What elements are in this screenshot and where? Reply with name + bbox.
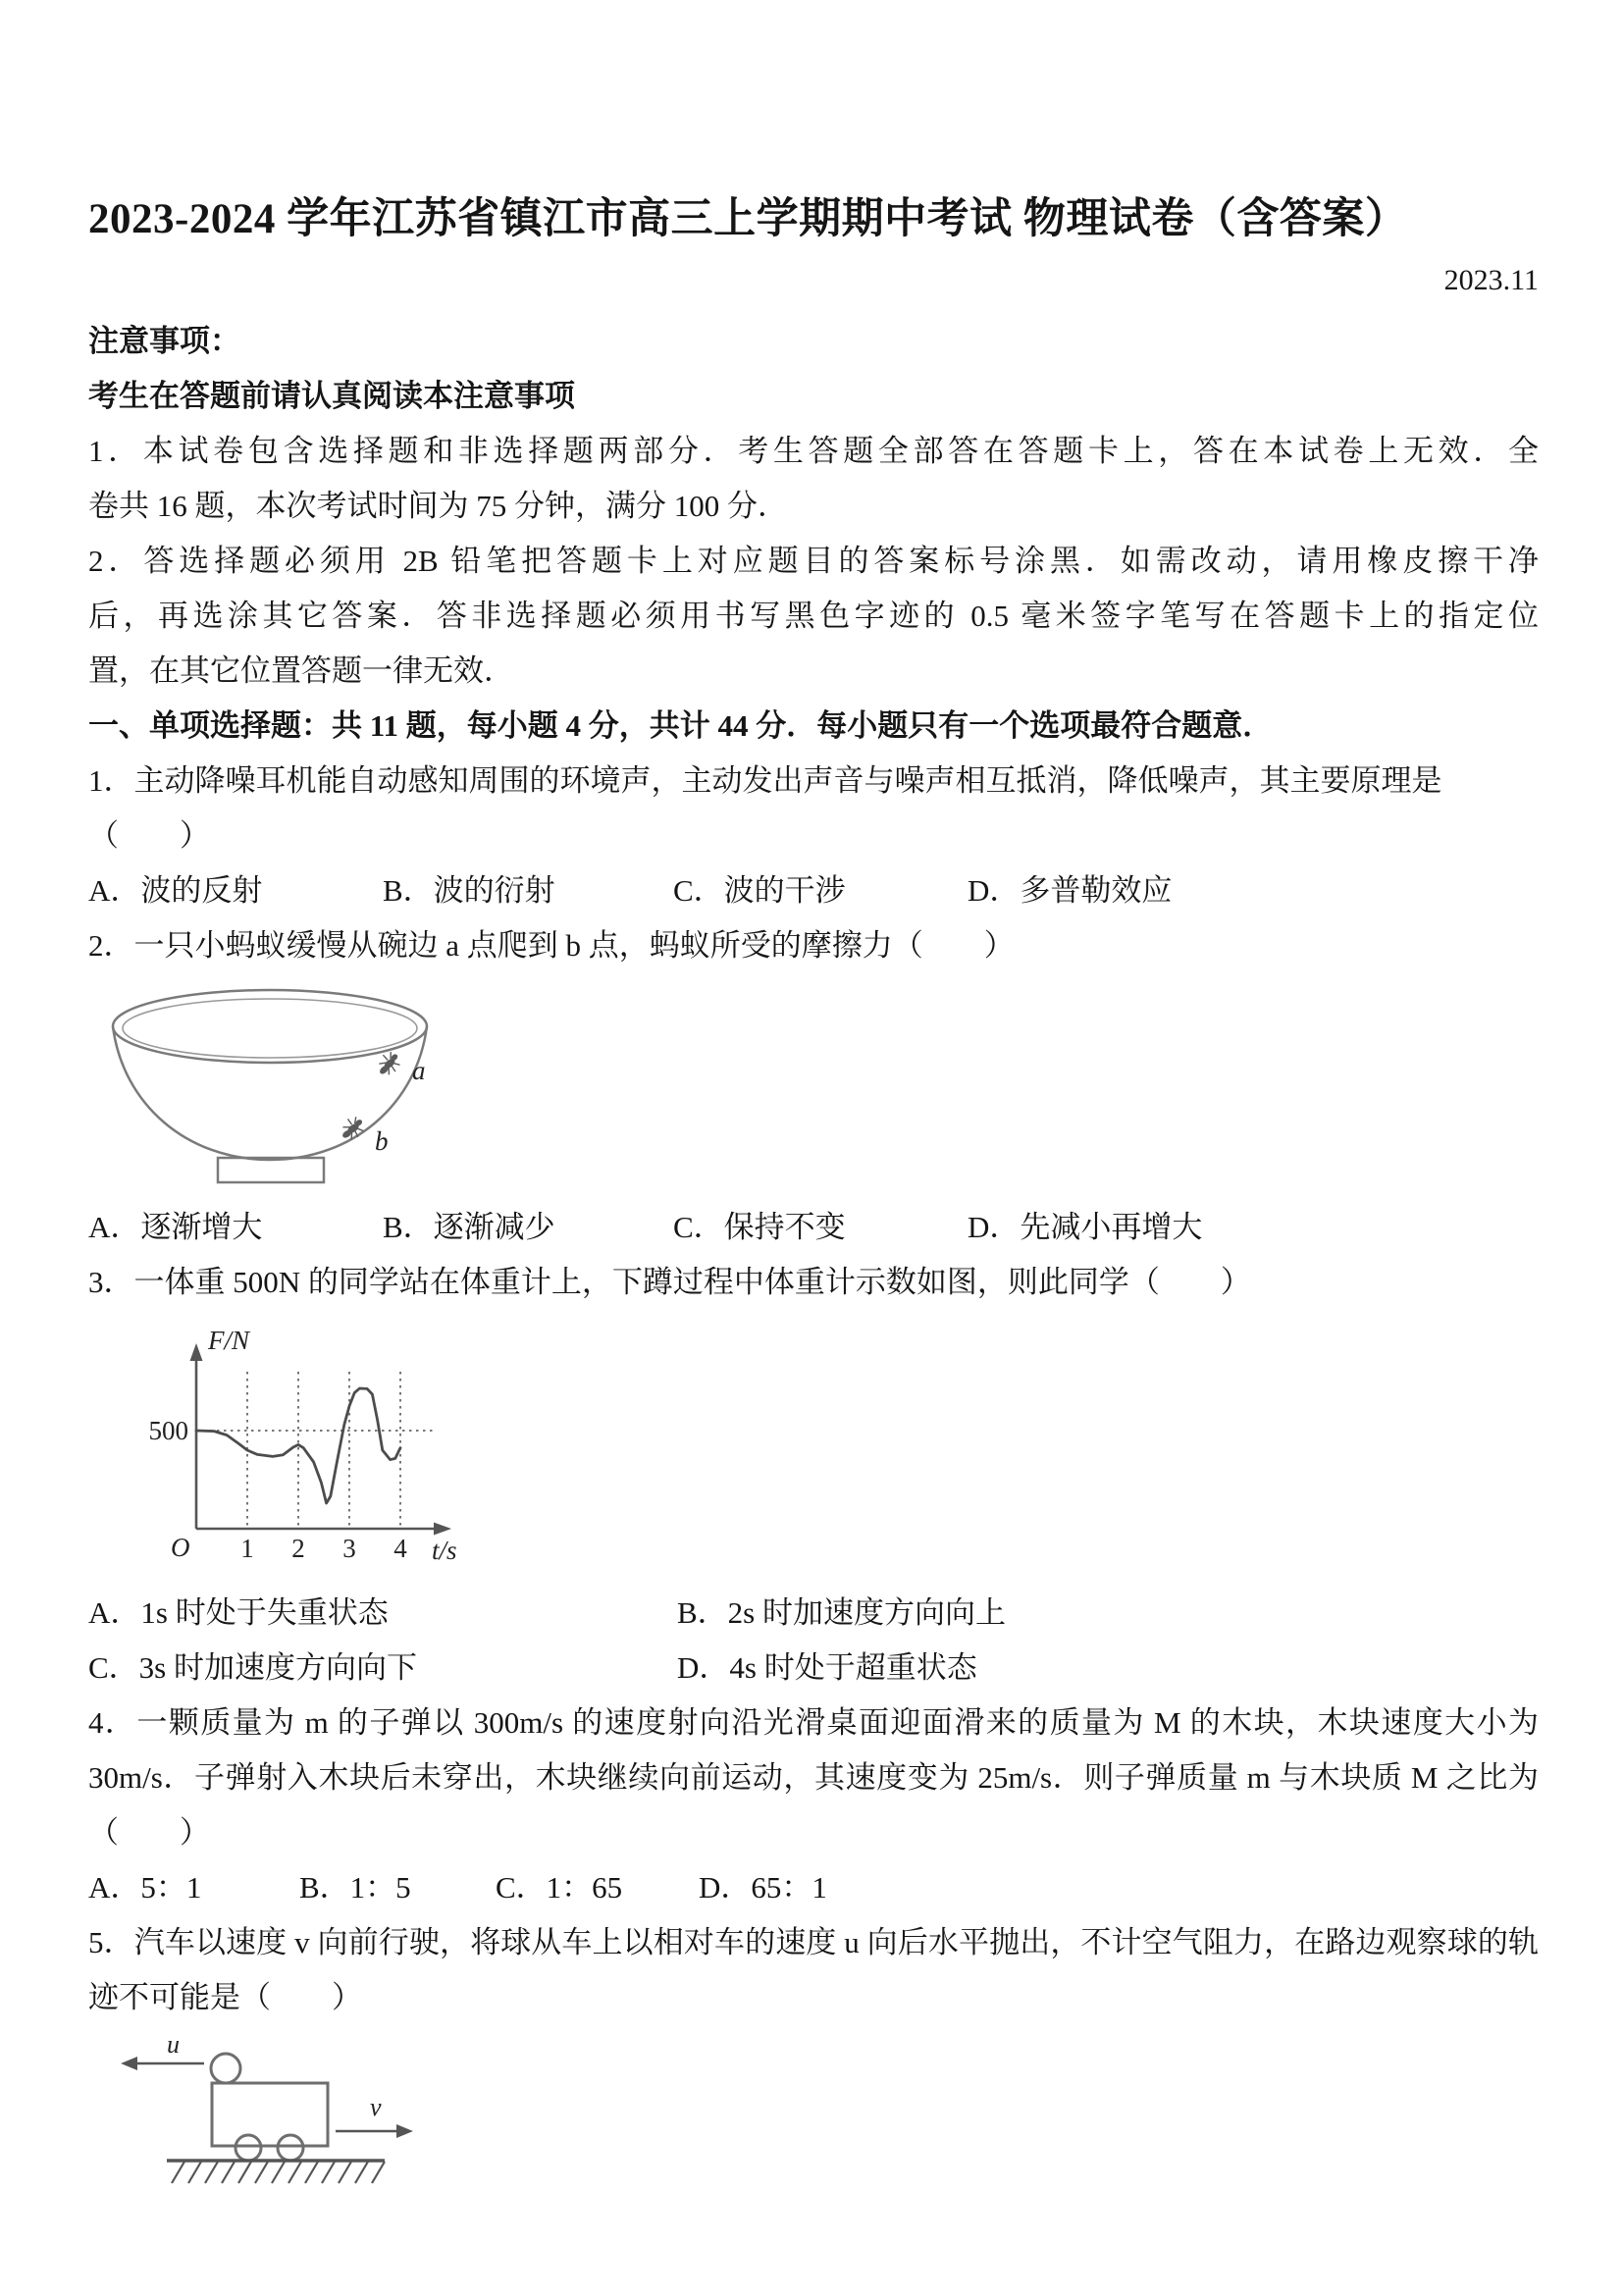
question-3-option-d: D．4s 时处于超重状态 [677,1650,977,1685]
notice-item-2-line-1: 2．答选择题必须用 2B 铅笔把答题卡上对应题目的答案标号涂黑．如需改动，请用橡皮擦干净 [88,544,1539,578]
cart-wheel-left [236,2135,261,2161]
bowl-point-a-label: a [412,1056,426,1085]
ground-hatches [172,2162,385,2183]
svg-text:2: 2 [291,1534,305,1563]
notice-item-1-line-2: 卷共 16 题，本次考试时间为 75 分钟，满分 100 分． [88,489,788,523]
cart-body [212,2083,328,2146]
question-5 [88,1915,1539,2195]
u-velocity-label: u [167,2033,180,2059]
svg-text:3: 3 [342,1534,356,1563]
y-axis-arrowhead [190,1343,203,1361]
v-arrowhead [396,2124,413,2138]
question-2 [88,918,1539,1255]
question-1-option-d: D．多普勒效应 [968,873,1173,908]
question-3-option-c: C．3s 时加速度方向向下 [88,1650,417,1685]
question-1-option-c: C．波的干涉 [673,873,846,908]
question-4-line-2: 30m/s．子弹射入木块后未穿出，木块继续向前运动，其速度变为 25m/s．则子弹质量 m 与木块质 M 之比为 [88,1760,1539,1795]
force-time-graph [88,1318,491,1578]
question-1-option-a: A．波的反射 [88,873,263,908]
question-2-option-b: B．逐渐减少 [383,1210,555,1244]
bowl-point-b-label: b [375,1126,389,1156]
u-arrowhead [121,2057,137,2070]
question-2-option-a: A．逐渐增大 [88,1210,263,1244]
question-1-options [88,863,1539,918]
section-1-heading: 一、单项选择题：共 11 题，每小题 4 分，共计 44 分．每小题只有一个选项最符合题意． [88,708,1274,743]
notice-item-1 [88,424,1539,534]
question-4-line-1: 4．一颗质量为 m 的子弹以 300m/s 的速度射向沿光滑桌面迎面滑来的质量为 M 的木块，木块速度大小为 [88,1705,1539,1740]
question-4-option-a: A．5：1 [88,1870,202,1905]
question-4-option-b: B．1：5 [299,1870,411,1905]
question-3-options [88,1586,1539,1696]
v-velocity-label: v [370,2093,382,2121]
question-4-line-3: （ ） [88,1815,210,1850]
exam-date: 2023.11 [1443,264,1539,296]
ball [211,2054,240,2083]
document-title: 2023-2024 学年江苏省镇江市高三上学期期中考试 物理试卷（含答案） [88,196,1408,242]
question-3 [88,1255,1539,1696]
cart-illustration [88,2033,442,2195]
notice-item-2-line-2: 后，再选涂其它答案．答非选择题必须用书写黑色字迹的 0.5 毫米签字笔写在答题卡上的指定位 [88,599,1539,633]
graph-gridlines [247,1372,400,1529]
force-time-graph-figure [88,1318,1539,1578]
graph-tick-labels [240,1534,407,1563]
bowl-illustration [98,981,471,1192]
cart-wheel-right [278,2135,303,2161]
question-2-option-c: C．保持不变 [673,1210,846,1244]
question-1-option-b: B．波的衍射 [383,873,555,908]
question-1 [88,754,1539,918]
question-2-option-d: D．先减小再增大 [968,1210,1203,1244]
svg-text:4: 4 [393,1534,407,1563]
notice-heading: 注意事项： [88,324,240,358]
bowl-figure [98,981,1539,1192]
question-1-line-1: 1．主动降噪耳机能自动感知周围的环境声，主动发出声音与噪声相互抵消，降低噪声，其主要原理是 [88,763,1442,798]
notice-subheading: 考生在答题前请认真阅读本注意事项 [88,379,575,413]
notice-item-1-line-1: 1．本试卷包含选择题和非选择题两部分．考生答题全部答在答题卡上，答在本试卷上无效．全 [88,434,1539,468]
question-1-line-2: （ ） [88,818,210,853]
notice-item-2 [88,534,1539,699]
question-2-line-1: 2．一只小蚂蚁缓慢从碗边 a 点爬到 b 点，蚂蚁所受的摩擦力（ ） [88,928,1015,963]
question-4-options [88,1860,1539,1915]
svg-text:1: 1 [240,1534,254,1563]
question-3-line-1: 3．一体重 500N 的同学站在体重计上，下蹲过程中体重计示数如图，则此同学（ ） [88,1265,1251,1299]
question-5-line-1: 5．汽车以速度 v 向前行驶，将球从车上以相对车的速度 u 向后水平抛出，不计空气阻力，在路边观察球的轨 [88,1925,1539,1959]
question-4 [88,1696,1539,1915]
question-3-option-a: A．1s 时处于失重状态 [88,1595,389,1630]
force-curve [196,1388,400,1503]
question-4-option-c: C．1：65 [496,1870,623,1905]
question-5-line-2: 迹不可能是（ ） [88,1980,362,2014]
x-axis-label: t/s [432,1536,457,1565]
question-2-options [88,1200,1539,1255]
y-axis-label: F/N [208,1326,250,1355]
y-tick-500: 500 [148,1416,188,1445]
x-axis-arrowhead [434,1523,451,1536]
question-4-option-d: D．65：1 [699,1870,827,1905]
cart-figure [88,2033,1539,2195]
question-3-option-b: B．2s 时加速度方向向上 [677,1595,1006,1630]
origin-label: O [171,1533,190,1562]
notice-item-2-line-3: 置，在其它位置答题一律无效． [88,653,514,688]
